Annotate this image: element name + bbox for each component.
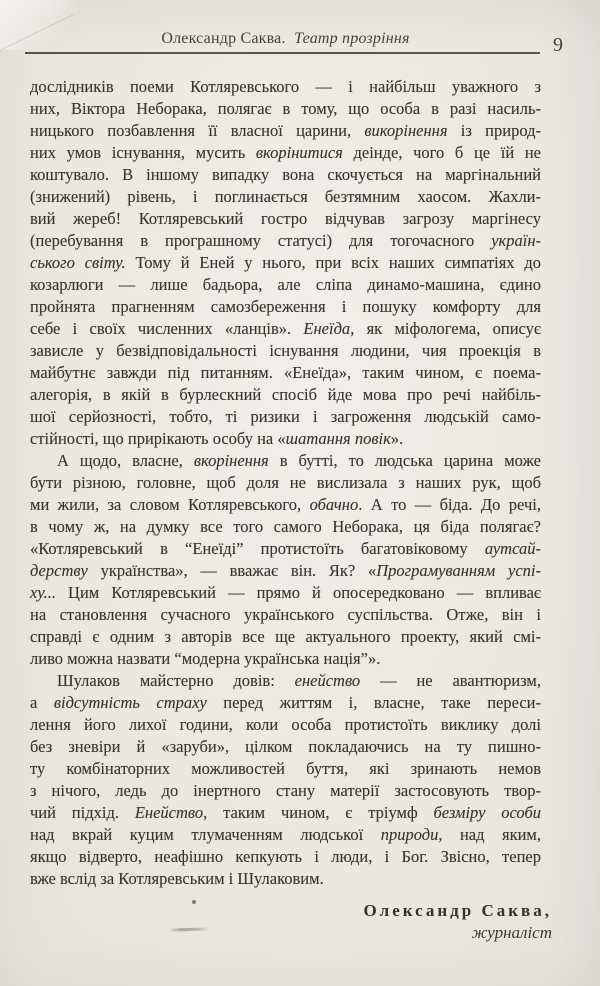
text-line xyxy=(30,252,541,274)
text-segment: ми жили, за словом Котляревського, xyxy=(30,495,310,514)
text-line xyxy=(30,230,541,252)
text-segment: Тому й Еней у нього, при всіх наших симпатіях до xyxy=(125,253,541,272)
text-segment: перед життям і, власне, таке переси- xyxy=(206,693,542,712)
text-line xyxy=(30,428,541,450)
text-line xyxy=(30,736,541,758)
italic-text-segment: дерству xyxy=(30,561,88,580)
text-segment: ницького позбавлення її власної царини, xyxy=(30,121,365,140)
text-segment: в бутті, то людська царина може xyxy=(268,451,541,470)
text-segment: , як міфологема, описує xyxy=(350,319,541,338)
italic-text-segment: україн- xyxy=(491,231,541,250)
text-segment: ». xyxy=(390,429,404,448)
text-segment: без зневіри й «заруби», цілком покладаючись на ту пишно- xyxy=(30,737,541,756)
text-line xyxy=(30,296,541,318)
text-segment: ту комбінаторних можливостей буття, які зринають немов xyxy=(30,759,541,778)
text-segment: коштувало. В іншому випадку вона скочується на маргінальний xyxy=(30,165,541,184)
text-segment: над вкрай куцим тлумаченням людської xyxy=(30,825,381,844)
text-segment: майбутнє завжди під питанням. «Енеїда», таким чином, є поема- xyxy=(30,363,541,382)
italic-text-segment: відсутність страху xyxy=(53,693,207,712)
text-segment: справді є одним з авторів все ще актуального проекту, який смі- xyxy=(30,627,541,646)
text-segment: алегорія, в якій в бурлескний спосіб йде мова про речі найбіль- xyxy=(30,385,541,404)
text-segment: із природ- xyxy=(447,121,541,140)
text-segment: на становлення сучасного українського суспільства. Отже, він і xyxy=(30,605,541,624)
italic-text-segment: вкорінення xyxy=(193,451,269,470)
text-line xyxy=(30,714,541,736)
italic-text-segment: Програмуванням успі- xyxy=(376,561,541,580)
text-line xyxy=(30,538,541,560)
page-number: 9 xyxy=(553,34,563,56)
italic-text-segment: Енеїда xyxy=(303,319,351,338)
text-line xyxy=(30,186,541,208)
header-rule xyxy=(25,52,540,54)
text-line xyxy=(30,626,541,648)
text-segment: українства», — вважає він. Як? « xyxy=(87,561,377,580)
text-line xyxy=(30,802,541,824)
text-line xyxy=(30,406,541,428)
text-line xyxy=(30,604,541,626)
text-segment: в чому ж, на думку все того самого Неборака, ця біда полягає? xyxy=(30,517,541,536)
text-segment: пройнята прагненням самозбереження і пошуку комфорту для xyxy=(30,297,541,316)
ink-speck-artifact xyxy=(192,900,196,904)
text-segment: вий жереб! Котляревський гостро відчував загрозу маргінесу xyxy=(30,209,541,228)
text-segment: козарлюги — лише бадьора, але сліпа динамо-машина, єдино xyxy=(30,275,541,294)
text-segment: А щодо, власне, xyxy=(57,451,194,470)
text-line xyxy=(30,318,541,340)
text-line xyxy=(30,824,541,846)
italic-text-segment: безміру особи xyxy=(433,803,541,822)
text-line xyxy=(30,516,541,538)
text-line xyxy=(30,450,541,472)
header-work-title: Театр прозріння xyxy=(294,30,410,47)
text-segment: «Котляревський в “Енеїді” протистоїть багатовіковому xyxy=(30,539,485,558)
italic-text-segment: ського світу. xyxy=(30,253,126,272)
text-segment: — не авантюризм, xyxy=(360,671,542,690)
text-line xyxy=(30,274,541,296)
text-segment: себе і своїх численних «ланців». xyxy=(30,319,304,338)
text-line xyxy=(30,120,541,142)
italic-text-segment: природи xyxy=(380,825,439,844)
text-segment: якщо відверто, неафішно кепкують і люди, і Бог. Звісно, тепер xyxy=(30,847,541,866)
text-segment: Цим Котляревський — прямо й опосередковано — впливає xyxy=(55,583,541,602)
text-line xyxy=(30,582,541,604)
text-line xyxy=(30,362,541,384)
italic-text-segment: обачно xyxy=(309,495,359,514)
text-segment: них, Віктора Неборака, полягає в тому, що особа в разі насиль- xyxy=(30,99,541,118)
text-line xyxy=(30,208,541,230)
text-segment: з нічого, ледь до інертного стану матерії застосовують твор- xyxy=(30,781,541,800)
text-line xyxy=(30,494,541,516)
text-line xyxy=(30,384,541,406)
text-segment: деінде, чого б це їй не xyxy=(342,143,542,162)
text-segment: , таким чином, є тріумф xyxy=(203,803,434,822)
text-line xyxy=(30,692,541,714)
text-segment: (знижений) рівень, і поглинається безтямним хаосом. Жахли- xyxy=(30,187,541,206)
text-segment: вже вслід за Котляревським і Шулаковим. xyxy=(30,869,324,888)
text-line xyxy=(30,780,541,802)
text-line xyxy=(30,560,541,582)
italic-text-segment: шатання повік xyxy=(285,429,391,448)
text-segment: ливо можна назвати “модерна українська нація”». xyxy=(30,649,381,668)
text-line xyxy=(30,670,541,692)
running-header xyxy=(30,30,541,48)
italic-text-segment: аутсай- xyxy=(484,539,541,558)
text-line xyxy=(30,472,541,494)
text-line xyxy=(30,868,541,890)
text-line xyxy=(30,98,541,120)
italic-text-segment: викорінення xyxy=(364,121,448,140)
text-segment: бути різною, головне, щоб доля не вислизала з наших рук, щоб xyxy=(30,473,541,492)
text-line xyxy=(30,758,541,780)
text-segment: зависле у безвідповідальності існування людини, чия проекція в xyxy=(30,341,541,360)
text-line xyxy=(30,164,541,186)
text-segment: чий підхід. xyxy=(30,803,135,822)
header-author: Олександр Саква. xyxy=(161,30,286,47)
italic-text-segment: Енейство xyxy=(134,803,204,822)
signature-block xyxy=(30,901,552,943)
text-line xyxy=(30,340,541,362)
text-line xyxy=(30,142,541,164)
text-segment: них умов існування, мусить xyxy=(30,143,256,162)
text-line xyxy=(30,648,541,670)
text-segment: Шулаков майстерно довів: xyxy=(57,671,295,690)
text-body xyxy=(30,76,541,890)
text-segment: стійності, що прирікають особу на « xyxy=(30,429,286,448)
text-segment: лення його лихої години, коли особа протистоїть виклику долі xyxy=(30,715,541,734)
text-segment: а xyxy=(30,693,54,712)
text-segment: . А то — біда. До речі, xyxy=(358,495,541,514)
text-line xyxy=(30,76,541,98)
text-segment: дослідників поеми Котляревського — і найбільш уважного з xyxy=(30,77,541,96)
signature-role: журналіст xyxy=(471,923,552,942)
text-segment: , над яким, xyxy=(438,825,541,844)
text-segment: (перебування в програшному статусі) для тогочасного xyxy=(30,231,492,250)
text-segment: шої серйозності, тобто, ті ризики і загроження людській само- xyxy=(30,407,541,426)
text-line xyxy=(30,846,541,868)
italic-text-segment: вкорінитися xyxy=(255,143,343,162)
signature-name: Олександр Саква, xyxy=(363,901,552,920)
italic-text-segment: ху... xyxy=(30,583,56,602)
italic-text-segment: енейство xyxy=(294,671,361,690)
